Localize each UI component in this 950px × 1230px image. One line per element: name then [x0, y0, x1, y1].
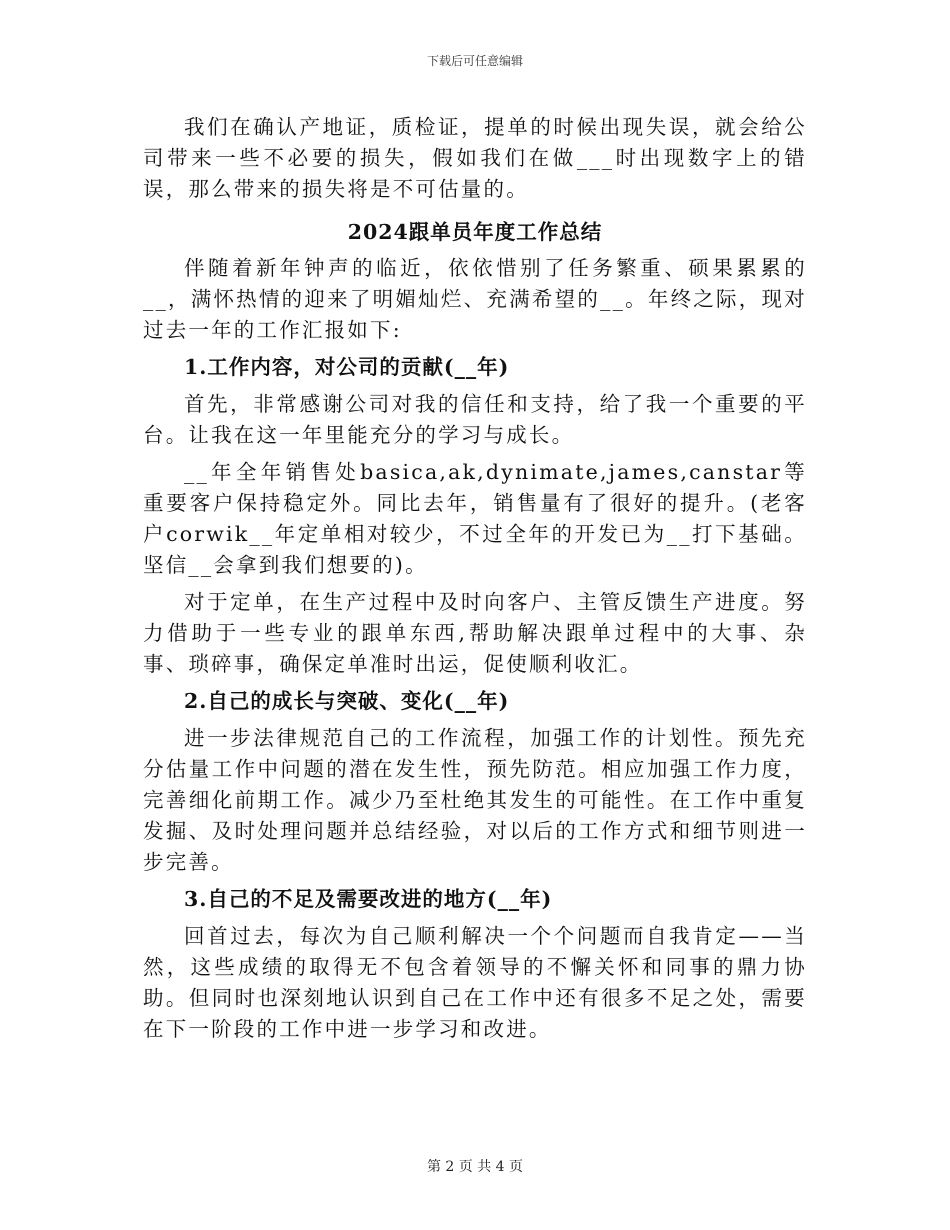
paragraph-orders: 对于定单，在生产过程中及时向客户、主管反馈生产进度。努力借助于一些专业的跟单东西,帮助解决跟单过程中的大事、杂事、琐碎事，确保定单准时出运，促使顺利收汇。	[143, 590, 807, 676]
page-number-footer: 第 2 页 共 4 页	[426, 1159, 524, 1175]
paragraph-thanks: 首先，非常感谢公司对我的信任和支持，给了我一个重要的平台。让我在这一年里能充分的学习与成长。	[143, 392, 807, 447]
document-title: 2024跟单员年度工作总结	[347, 220, 603, 244]
document-body	[143, 112, 807, 1051]
paragraph-opening: 伴随着新年钟声的临近，依依惜别了任务繁重、硕果累累的__，满怀热情的迎来了明媚灿烂、充满希望的__。年终之际，现对过去一年的工作汇报如下:	[143, 256, 807, 342]
paragraph-shortcomings: 回首过去，每次为自己顺利解决一个个问题而自我肯定——当然，这些成绩的取得无不包含着领导的不懈关怀和同事的鼎力协助。但同时也深刻地认识到自己在工作中还有很多不足之处，需要在下一阶段的工作中进一步学习和改进。	[143, 924, 807, 1041]
paragraph-growth: 进一步法律规范自己的工作流程，加强工作的计划性。预先充分估量工作中问题的潜在发生性，预先防范。相应加强工作力度，完善细化前期工作。减少乃至杜绝其发生的可能性。在工作中重复发掘、及时处理问题并总结经验，对以后的工作方式和细节则进一步完善。	[143, 726, 807, 874]
section-heading-2: 2.自己的成长与突破、变化(__年)	[184, 689, 510, 713]
section-heading-1: 1.工作内容，对公司的贡献(__年)	[184, 355, 510, 379]
section-heading-3: 3.自己的不足及需要改进的地方(__年)	[184, 887, 553, 911]
intro-paragraph: 我们在确认产地证，质检证，提单的时候出现失误，就会给公司带来一些不必要的损失，假如我们在做___时出现数字上的错误，那么带来的损失将是不可估量的。	[143, 115, 807, 201]
page-header-note: 下载后可任意编辑	[426, 54, 523, 68]
paragraph-sales: __年全年销售处basica,ak,dynimate,james,canstar等重要客户保持稳定外。同比去年，销售量有了很好的提升。(老客户corwik__年定单相对较少，不过全年的开发已为__打下基础。坚信__会拿到我们想要的)。	[143, 460, 807, 577]
